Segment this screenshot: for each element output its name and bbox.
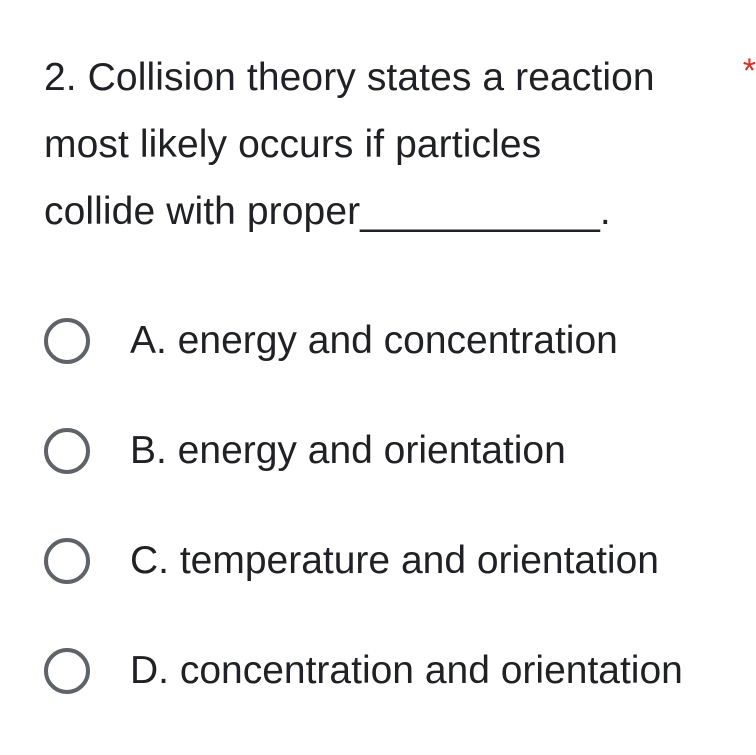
radio-unchecked-icon[interactable]	[44, 428, 90, 474]
question-line-2: most likely occurs if particles	[44, 123, 542, 166]
option-c[interactable]	[44, 506, 744, 616]
question-text	[44, 44, 756, 245]
option-c-label[interactable]: C. temperature and orientation	[130, 539, 659, 582]
option-d[interactable]	[44, 616, 744, 726]
option-a[interactable]	[44, 286, 744, 396]
option-b-label[interactable]: B. energy and orientation	[130, 429, 566, 472]
radio-unchecked-icon[interactable]	[44, 648, 90, 694]
question-line-1: 2. Collision theory states a reaction	[44, 56, 655, 99]
answer-options	[44, 286, 744, 726]
option-b[interactable]	[44, 396, 744, 506]
option-a-label[interactable]: A. energy and concentration	[130, 319, 618, 362]
radio-unchecked-icon[interactable]	[44, 538, 90, 584]
option-d-label[interactable]: D. concentration and orientation	[130, 649, 683, 692]
radio-unchecked-icon[interactable]	[44, 318, 90, 364]
question-line-3: collide with proper___________.	[44, 190, 611, 233]
required-asterisk: *	[742, 52, 756, 90]
